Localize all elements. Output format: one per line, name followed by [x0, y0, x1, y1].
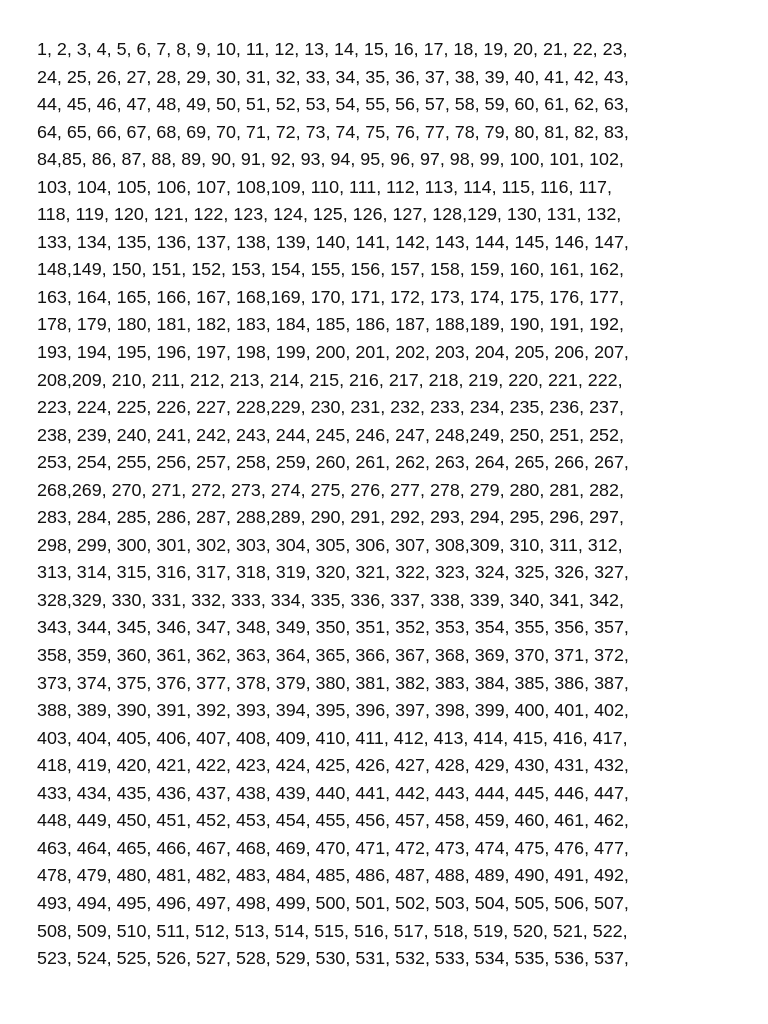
text-line: 253, 254, 255, 256, 257, 258, 259, 260, 261, 262, 263, 264, 265, 266, 267,	[37, 452, 629, 473]
text-line: 373, 374, 375, 376, 377, 378, 379, 380, 381, 382, 383, 384, 385, 386, 387,	[37, 672, 629, 693]
text-line: 193, 194, 195, 196, 197, 198, 199, 200, 201, 202, 203, 204, 205, 206, 207,	[37, 342, 629, 363]
text-line: 283, 284, 285, 286, 287, 288,289, 290, 291, 292, 293, 294, 295, 296, 297,	[37, 507, 624, 528]
text-line: 463, 464, 465, 466, 467, 468, 469, 470, 471, 472, 473, 474, 475, 476, 477,	[37, 837, 629, 858]
text-line: 343, 344, 345, 346, 347, 348, 349, 350, 351, 352, 353, 354, 355, 356, 357,	[37, 617, 629, 638]
number-sequence-text	[37, 36, 737, 973]
text-line: 448, 449, 450, 451, 452, 453, 454, 455, 456, 457, 458, 459, 460, 461, 462,	[37, 810, 629, 831]
text-line: 44, 45, 46, 47, 48, 49, 50, 51, 52, 53, 54, 55, 56, 57, 58, 59, 60, 61, 62, 63,	[37, 94, 629, 115]
text-line: 328,329, 330, 331, 332, 333, 334, 335, 336, 337, 338, 339, 340, 341, 342,	[37, 589, 624, 610]
text-line: 84,85, 86, 87, 88, 89, 90, 91, 92, 93, 94, 95, 96, 97, 98, 99, 100, 101, 102,	[37, 149, 624, 170]
text-line: 268,269, 270, 271, 272, 273, 274, 275, 276, 277, 278, 279, 280, 281, 282,	[37, 479, 624, 500]
text-line: 238, 239, 240, 241, 242, 243, 244, 245, 246, 247, 248,249, 250, 251, 252,	[37, 424, 624, 445]
text-line: 178, 179, 180, 181, 182, 183, 184, 185, 186, 187, 188,189, 190, 191, 192,	[37, 314, 624, 335]
text-line: 508, 509, 510, 511, 512, 513, 514, 515, 516, 517, 518, 519, 520, 521, 522,	[37, 920, 628, 941]
text-line: 148,149, 150, 151, 152, 153, 154, 155, 156, 157, 158, 159, 160, 161, 162,	[37, 259, 624, 280]
text-line: 523, 524, 525, 526, 527, 528, 529, 530, 531, 532, 533, 534, 535, 536, 537,	[37, 948, 629, 969]
text-line: 118, 119, 120, 121, 122, 123, 124, 125, 126, 127, 128,129, 130, 131, 132,	[37, 204, 622, 225]
text-line: 103, 104, 105, 106, 107, 108,109, 110, 111, 112, 113, 114, 115, 116, 117,	[37, 176, 612, 197]
text-line: 208,209, 210, 211, 212, 213, 214, 215, 216, 217, 218, 219, 220, 221, 222,	[37, 369, 623, 390]
text-line: 24, 25, 26, 27, 28, 29, 30, 31, 32, 33, 34, 35, 36, 37, 38, 39, 40, 41, 42, 43,	[37, 66, 629, 87]
text-line: 433, 434, 435, 436, 437, 438, 439, 440, 441, 442, 443, 444, 445, 446, 447,	[37, 782, 629, 803]
text-line: 223, 224, 225, 226, 227, 228,229, 230, 231, 232, 233, 234, 235, 236, 237,	[37, 397, 624, 418]
text-line: 478, 479, 480, 481, 482, 483, 484, 485, 486, 487, 488, 489, 490, 491, 492,	[37, 865, 629, 886]
text-line: 403, 404, 405, 406, 407, 408, 409, 410, 411, 412, 413, 414, 415, 416, 417,	[37, 727, 628, 748]
text-line: 358, 359, 360, 361, 362, 363, 364, 365, 366, 367, 368, 369, 370, 371, 372,	[37, 645, 629, 666]
text-line: 163, 164, 165, 166, 167, 168,169, 170, 171, 172, 173, 174, 175, 176, 177,	[37, 286, 624, 307]
text-line: 1, 2, 3, 4, 5, 6, 7, 8, 9, 10, 11, 12, 13, 14, 15, 16, 17, 18, 19, 20, 21, 22, 23,	[37, 39, 628, 59]
text-line: 298, 299, 300, 301, 302, 303, 304, 305, 306, 307, 308,309, 310, 311, 312,	[37, 534, 623, 555]
text-line: 388, 389, 390, 391, 392, 393, 394, 395, 396, 397, 398, 399, 400, 401, 402,	[37, 700, 629, 721]
text-line: 418, 419, 420, 421, 422, 423, 424, 425, 426, 427, 428, 429, 430, 431, 432,	[37, 755, 629, 776]
text-line: 313, 314, 315, 316, 317, 318, 319, 320, 321, 322, 323, 324, 325, 326, 327,	[37, 562, 629, 583]
text-line: 64, 65, 66, 67, 68, 69, 70, 71, 72, 73, 74, 75, 76, 77, 78, 79, 80, 81, 82, 83,	[37, 121, 629, 142]
text-line: 493, 494, 495, 496, 497, 498, 499, 500, 501, 502, 503, 504, 505, 506, 507,	[37, 892, 629, 913]
text-line: 133, 134, 135, 136, 137, 138, 139, 140, 141, 142, 143, 144, 145, 146, 147,	[37, 231, 629, 252]
